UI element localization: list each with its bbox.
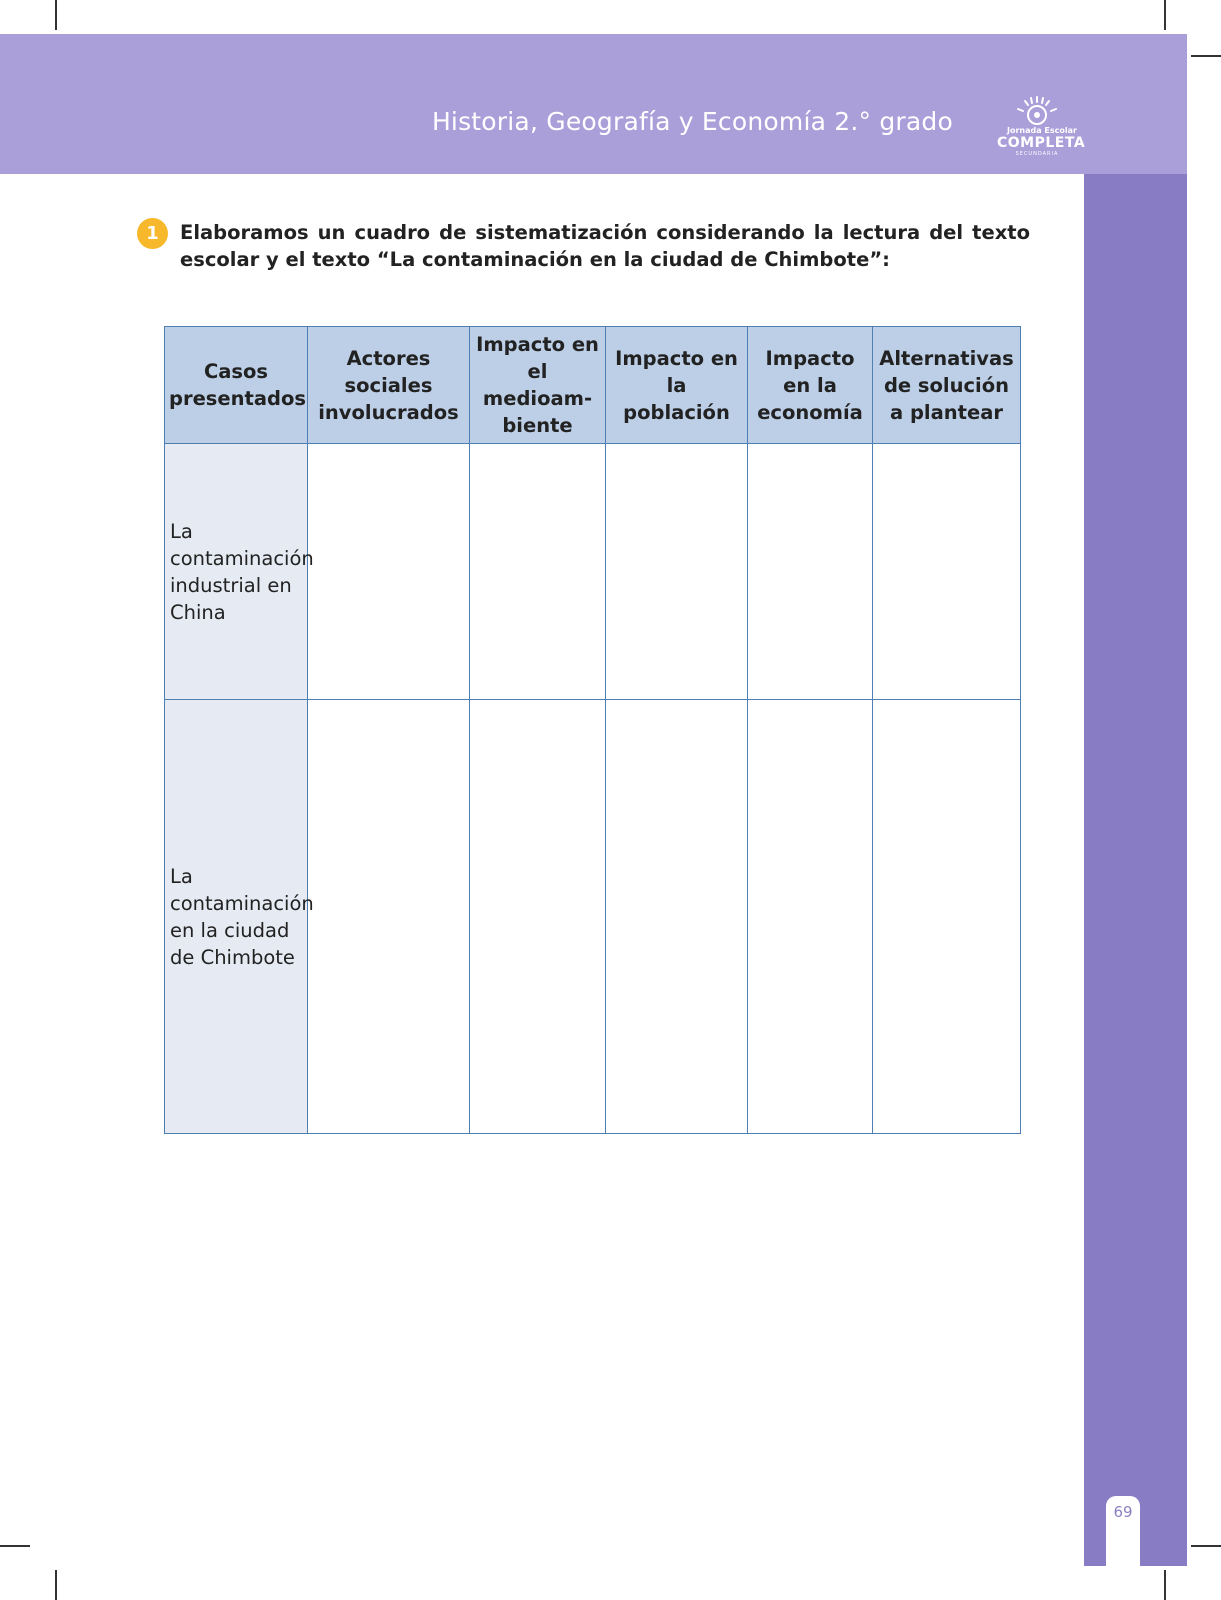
crop-mark — [1164, 1570, 1166, 1600]
column-header: Impacto en el medioam-biente — [470, 327, 606, 444]
crop-mark — [55, 1570, 57, 1600]
side-band — [1084, 174, 1187, 1566]
column-header: Actores sociales involucrados — [308, 327, 470, 444]
answer-cell[interactable] — [748, 700, 873, 1134]
case-cell: La contaminación en la ciudad de Chimbote — [165, 700, 308, 1134]
answer-cell[interactable] — [606, 700, 748, 1134]
activity-number-badge: 1 — [137, 218, 168, 249]
systematization-table — [164, 326, 1021, 1134]
crop-mark — [0, 1545, 30, 1547]
answer-cell[interactable] — [748, 444, 873, 700]
crop-mark — [1164, 0, 1166, 30]
activity-instruction: Elaboramos un cuadro de sistematización considerando la lectura del texto escolar y el texto “La contaminación en la ciudad de Chimbote”: — [180, 221, 1030, 271]
crop-mark — [1191, 55, 1221, 57]
answer-cell[interactable] — [873, 444, 1021, 700]
table-header-row — [165, 327, 1021, 444]
answer-cell[interactable] — [308, 444, 470, 700]
page-number: 69 — [1113, 1503, 1133, 1521]
table-row — [165, 700, 1021, 1134]
crop-mark — [55, 0, 57, 30]
logo-sub-text: SECUNDARIA — [1015, 151, 1059, 157]
answer-cell[interactable] — [470, 700, 606, 1134]
column-header: Impacto en la población — [606, 327, 748, 444]
sun-icon — [997, 95, 1077, 129]
column-header: Casos presentados — [165, 327, 308, 444]
logo-top-text: Jornada Escolar — [1007, 126, 1077, 135]
column-header: Alternativas de solución a plantear — [873, 327, 1021, 444]
page-title: Historia, Geografía y Economía 2.° grado — [431, 107, 953, 136]
logo-main-text: COMPLETA — [997, 135, 1086, 151]
case-cell: La contaminación industrial en China — [165, 444, 308, 700]
answer-cell[interactable] — [873, 700, 1021, 1134]
column-header: Impacto en la economía — [748, 327, 873, 444]
answer-cell[interactable] — [470, 444, 606, 700]
crop-mark — [1191, 1545, 1221, 1547]
jornada-escolar-logo — [997, 95, 1086, 157]
table-row — [165, 444, 1021, 700]
answer-cell[interactable] — [308, 700, 470, 1134]
answer-cell[interactable] — [606, 444, 748, 700]
